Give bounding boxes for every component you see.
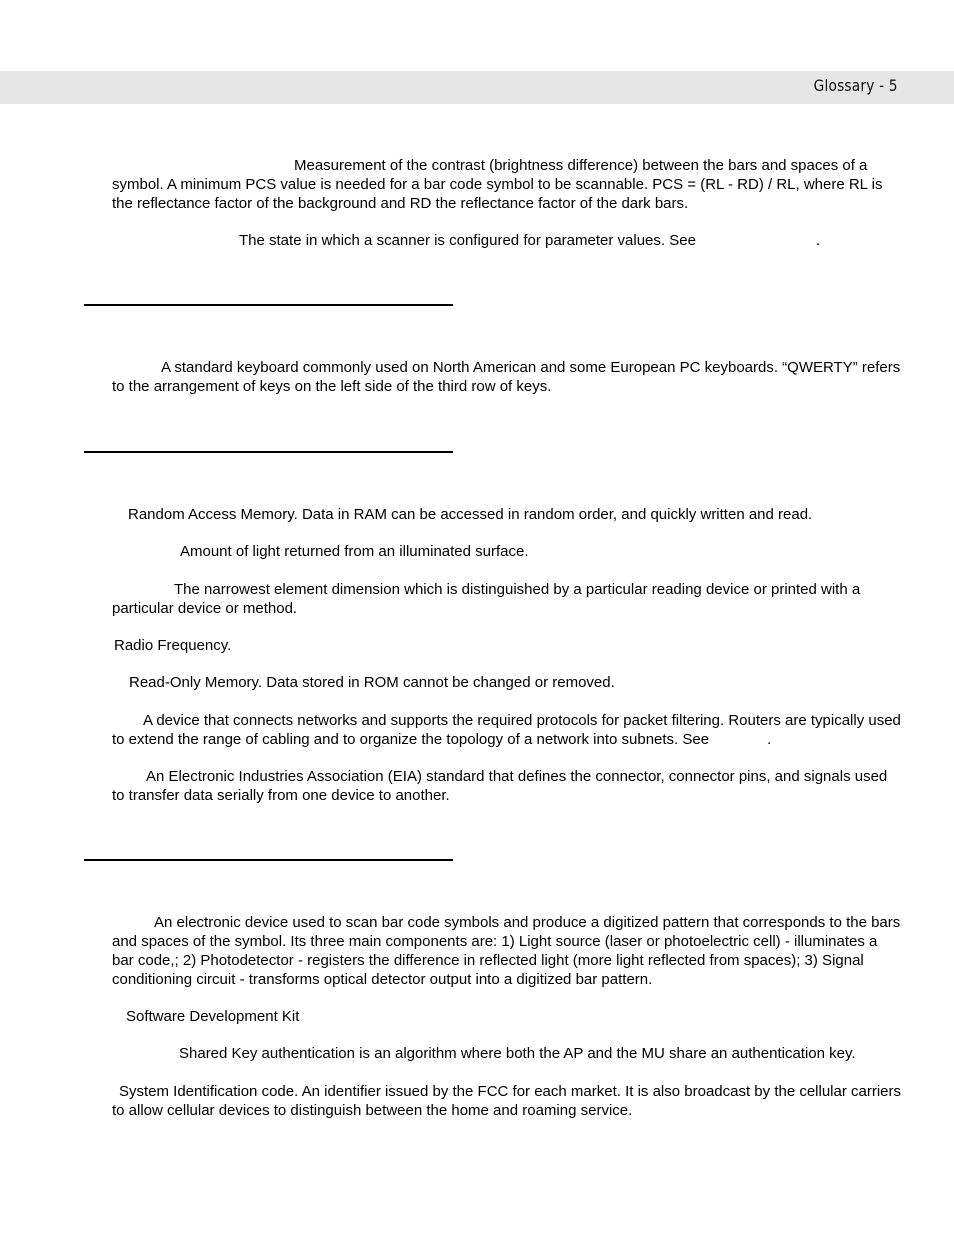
glossary-entry-ram: Random Access Memory. Data in RAM can be accessed in random order, and quickly written and read.: [128, 506, 813, 523]
glossary-entry-sdk: Software Development Kit: [126, 1008, 300, 1025]
glossary-entry-pcs: Measurement of the contrast (brightness difference) between the bars and spaces of a symbol. A minimum PCS value is needed for a bar code symbol to be scannable. PCS = (RL - RD) / RL, where RL is the reflectance factor of the background and RD the reflectance factor of the dark bars.: [112, 157, 883, 212]
section-divider-r: [84, 451, 453, 453]
section-divider-q: [84, 304, 453, 306]
glossary-entry-scanner: An electronic device used to scan bar code symbols and produce a digitized pattern that corresponds to the bars and spaces of the symbol. Its three main components are: 1) Light source (laser or photoelectric cell) - illuminates a bar code,; 2) Photodetector - registers the difference in reflected light (more light reflected from spaces); 3) Signal conditioning circuit - transforms optical detector output into a digitized bar pattern.: [112, 914, 901, 988]
glossary-entry-programming-mode: The state in which a scanner is configured for parameter values. See .: [239, 232, 821, 249]
section-divider-s: [84, 859, 453, 861]
glossary-entry-sid: System Identification code. An identifier issued by the FCC for each market. It is also broadcast by the cellular carriers to allow cellular devices to distinguish between the home and roaming service.: [112, 1083, 902, 1119]
glossary-entry-rf: Radio Frequency.: [114, 637, 232, 654]
page-header: [0, 71, 954, 104]
glossary-entry-reflectance: Amount of light returned from an illuminated surface.: [180, 543, 529, 560]
glossary-entry-rom: Read-Only Memory. Data stored in ROM cannot be changed or removed.: [129, 674, 615, 691]
glossary-entry-resolution: The narrowest element dimension which is distinguished by a particular reading device or printed with a particular device or method.: [112, 581, 861, 617]
glossary-entry-rs232: An Electronic Industries Association (EIA) standard that defines the connector, connector pins, and signals used to transfer data serially from one device to another.: [112, 768, 888, 804]
glossary-entry-shared-key: Shared Key authentication is an algorithm where both the AP and the MU share an authentication key.: [179, 1045, 856, 1062]
page-number-label: Glossary - 5: [813, 76, 898, 95]
glossary-entry-router: A device that connects networks and supports the required protocols for packet filtering. Routers are typically used to extend the range of cabling and to organize the topology of a network into subnets. See .: [112, 712, 901, 748]
glossary-entry-qwerty: A standard keyboard commonly used on North American and some European PC keyboards. “QWERTY” refers to the arrangement of keys on the left side of the third row of keys.: [112, 359, 901, 395]
